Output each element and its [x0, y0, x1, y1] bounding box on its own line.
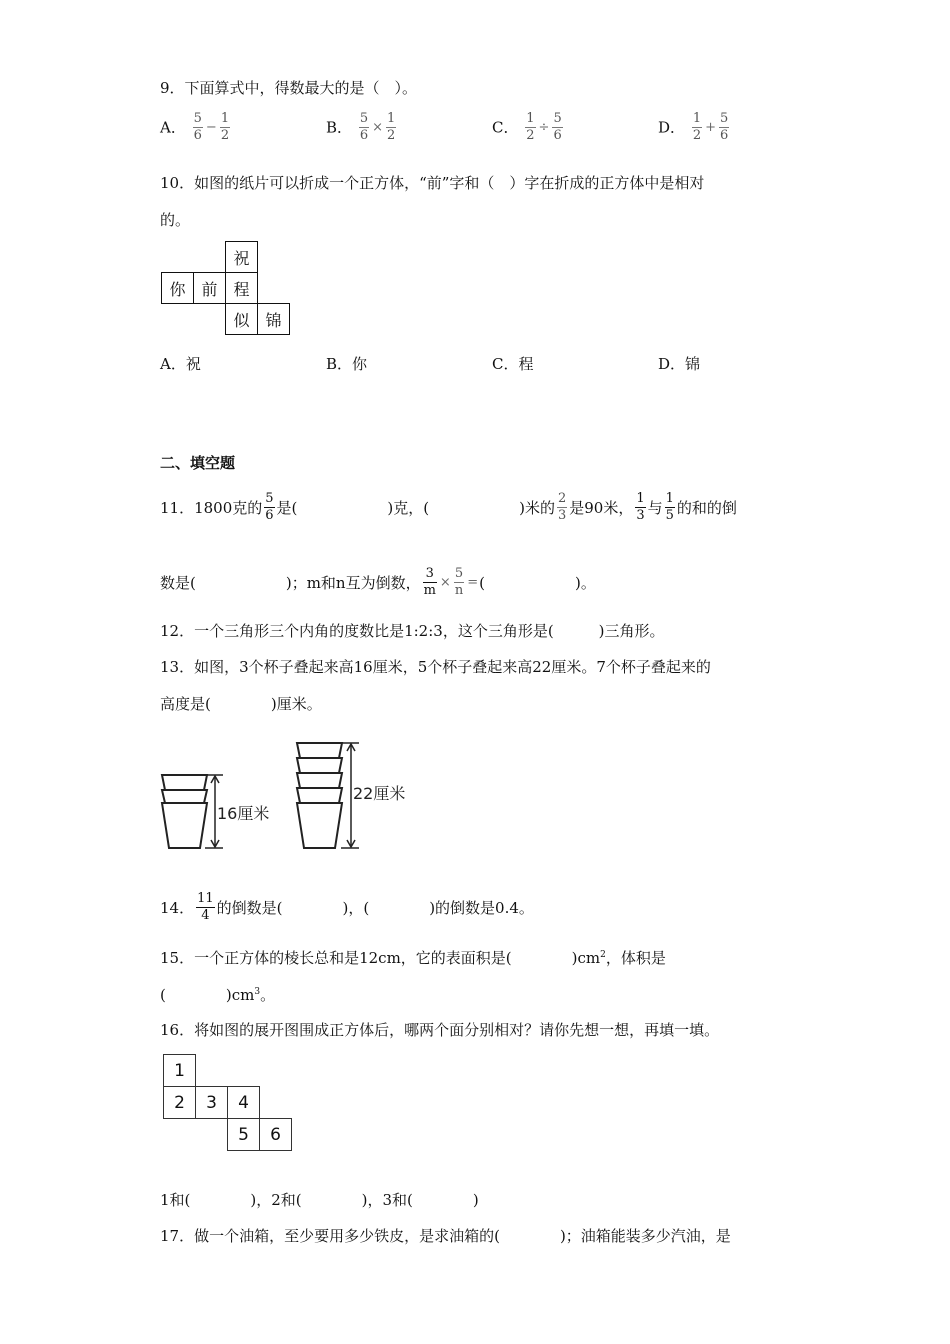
- fraction: $\frac{5}{6}$: [720, 111, 729, 143]
- option-label: B．: [326, 118, 353, 137]
- fraction: $\frac{2}{3}$: [557, 490, 567, 523]
- q16-answer-line: 1和( )，2和( )，3和( ): [160, 1191, 479, 1209]
- fraction: $\frac{1}{2}$: [220, 111, 230, 143]
- q10-stem-line2: 的。: [160, 211, 191, 229]
- fraction: $\frac{1}{3}$: [636, 490, 645, 523]
- net-cell: 5: [227, 1118, 260, 1151]
- q10-option-d[interactable]: D．锦: [658, 355, 701, 373]
- fraction: $\frac{5}{6}$: [553, 111, 562, 143]
- net-cell: 似: [225, 303, 258, 335]
- net-cell: 程: [225, 272, 258, 304]
- q11-line1: 11．1800克的 $\frac{5}{6}$ 是( )克，( )米的 $\frac{2}{3}$ 是90米， $\frac{1}{3}$ 与 $\frac{1}{5}$ 的和的倒: [160, 490, 737, 523]
- q12-text: 12．一个三角形三个内角的度数比是1:2:3，这个三角形是( )三角形。: [160, 622, 665, 640]
- net-cell: 你: [161, 272, 194, 304]
- q10-stem-line1: 10．如图的纸片可以折成一个正方体，“前”字和（ ）字在折成的正方体中是相对: [160, 174, 705, 192]
- q16-stem: 16．将如图的展开图围成正方体后，哪两个面分别相对？请你先想一想，再填一填。: [160, 1021, 720, 1039]
- fraction: $\frac{1}{2}$: [692, 111, 702, 143]
- fraction: $\frac{1}{2}$: [387, 111, 396, 143]
- q13-line1: 13．如图，3个杯子叠起来高16厘米，5个杯子叠起来高22厘米。7个杯子叠起来的: [160, 658, 711, 676]
- fraction: $\frac{5}{n}$: [454, 565, 464, 598]
- fraction: $\frac{1}{5}$: [665, 490, 674, 523]
- q10-option-c[interactable]: C．程: [492, 355, 534, 373]
- fraction: $\frac{5}{6}$: [359, 111, 369, 143]
- q9-option-a[interactable]: A． $\frac{5}{6}$ − $\frac{1}{2}$: [160, 111, 230, 143]
- q9-stem: 9．下面算式中，得数最大的是（ ）。: [160, 79, 418, 97]
- q9-option-b[interactable]: B． $\frac{5}{6}$ × $\frac{1}{2}$: [326, 111, 396, 143]
- net-cell: 6: [259, 1118, 292, 1151]
- net-cell: 3: [195, 1086, 228, 1119]
- fraction: $\frac{3}{m}$: [423, 565, 436, 598]
- net-cell: 前: [193, 272, 226, 304]
- q15-line2: ( )$cm^3$。: [160, 986, 276, 1004]
- cups-figure: [155, 733, 415, 858]
- q9-option-c[interactable]: C． $\frac{1}{2}$ ÷ $\frac{5}{6}$: [492, 111, 562, 143]
- option-label: D．: [658, 118, 686, 137]
- q13-line2: 高度是( )厘米。: [160, 695, 322, 713]
- q14-line: 14． $\frac{11}{4}$ 的倒数是( )，( )的倒数是0.4。: [160, 890, 534, 923]
- cup-height-label-22: 22厘米: [353, 784, 406, 803]
- fraction: $\frac{1}{2}$: [526, 111, 535, 143]
- net-cell: 祝: [225, 241, 258, 273]
- q15-line1: 15．一个正方体的棱长总和是12cm，它的表面积是( )$cm^2$，体积是: [160, 949, 666, 967]
- cup-stack-3: [162, 775, 207, 848]
- cup-height-label-16: 16厘米: [217, 804, 270, 823]
- option-label: C．: [492, 118, 519, 137]
- fraction: $\frac{11}{4}$: [197, 890, 214, 923]
- section-title: 二、填空题: [160, 454, 236, 472]
- q11-line2: 数是( )；m和n互为倒数， $\frac{3}{m}$ × $\frac{5}{n}$ = ( )。: [160, 565, 596, 598]
- cup-stack-5: [297, 743, 342, 848]
- fraction: $\frac{5}{6}$: [265, 490, 274, 523]
- net-cell: 1: [163, 1054, 196, 1087]
- q10-option-a[interactable]: A．祝: [160, 355, 201, 373]
- net-cell: 4: [227, 1086, 260, 1119]
- q9-option-d[interactable]: D． $\frac{1}{2}$ + $\frac{5}{6}$: [658, 111, 729, 143]
- fraction: $\frac{5}{6}$: [193, 111, 202, 143]
- net-cell: 2: [163, 1086, 196, 1119]
- q17-text: 17．做一个油箱，至少要用多少铁皮，是求油箱的( )；油箱能装多少汽油，是: [160, 1227, 731, 1245]
- option-label: A．: [160, 118, 186, 137]
- net-cell: 锦: [257, 303, 290, 335]
- q10-option-b[interactable]: B．你: [326, 355, 368, 373]
